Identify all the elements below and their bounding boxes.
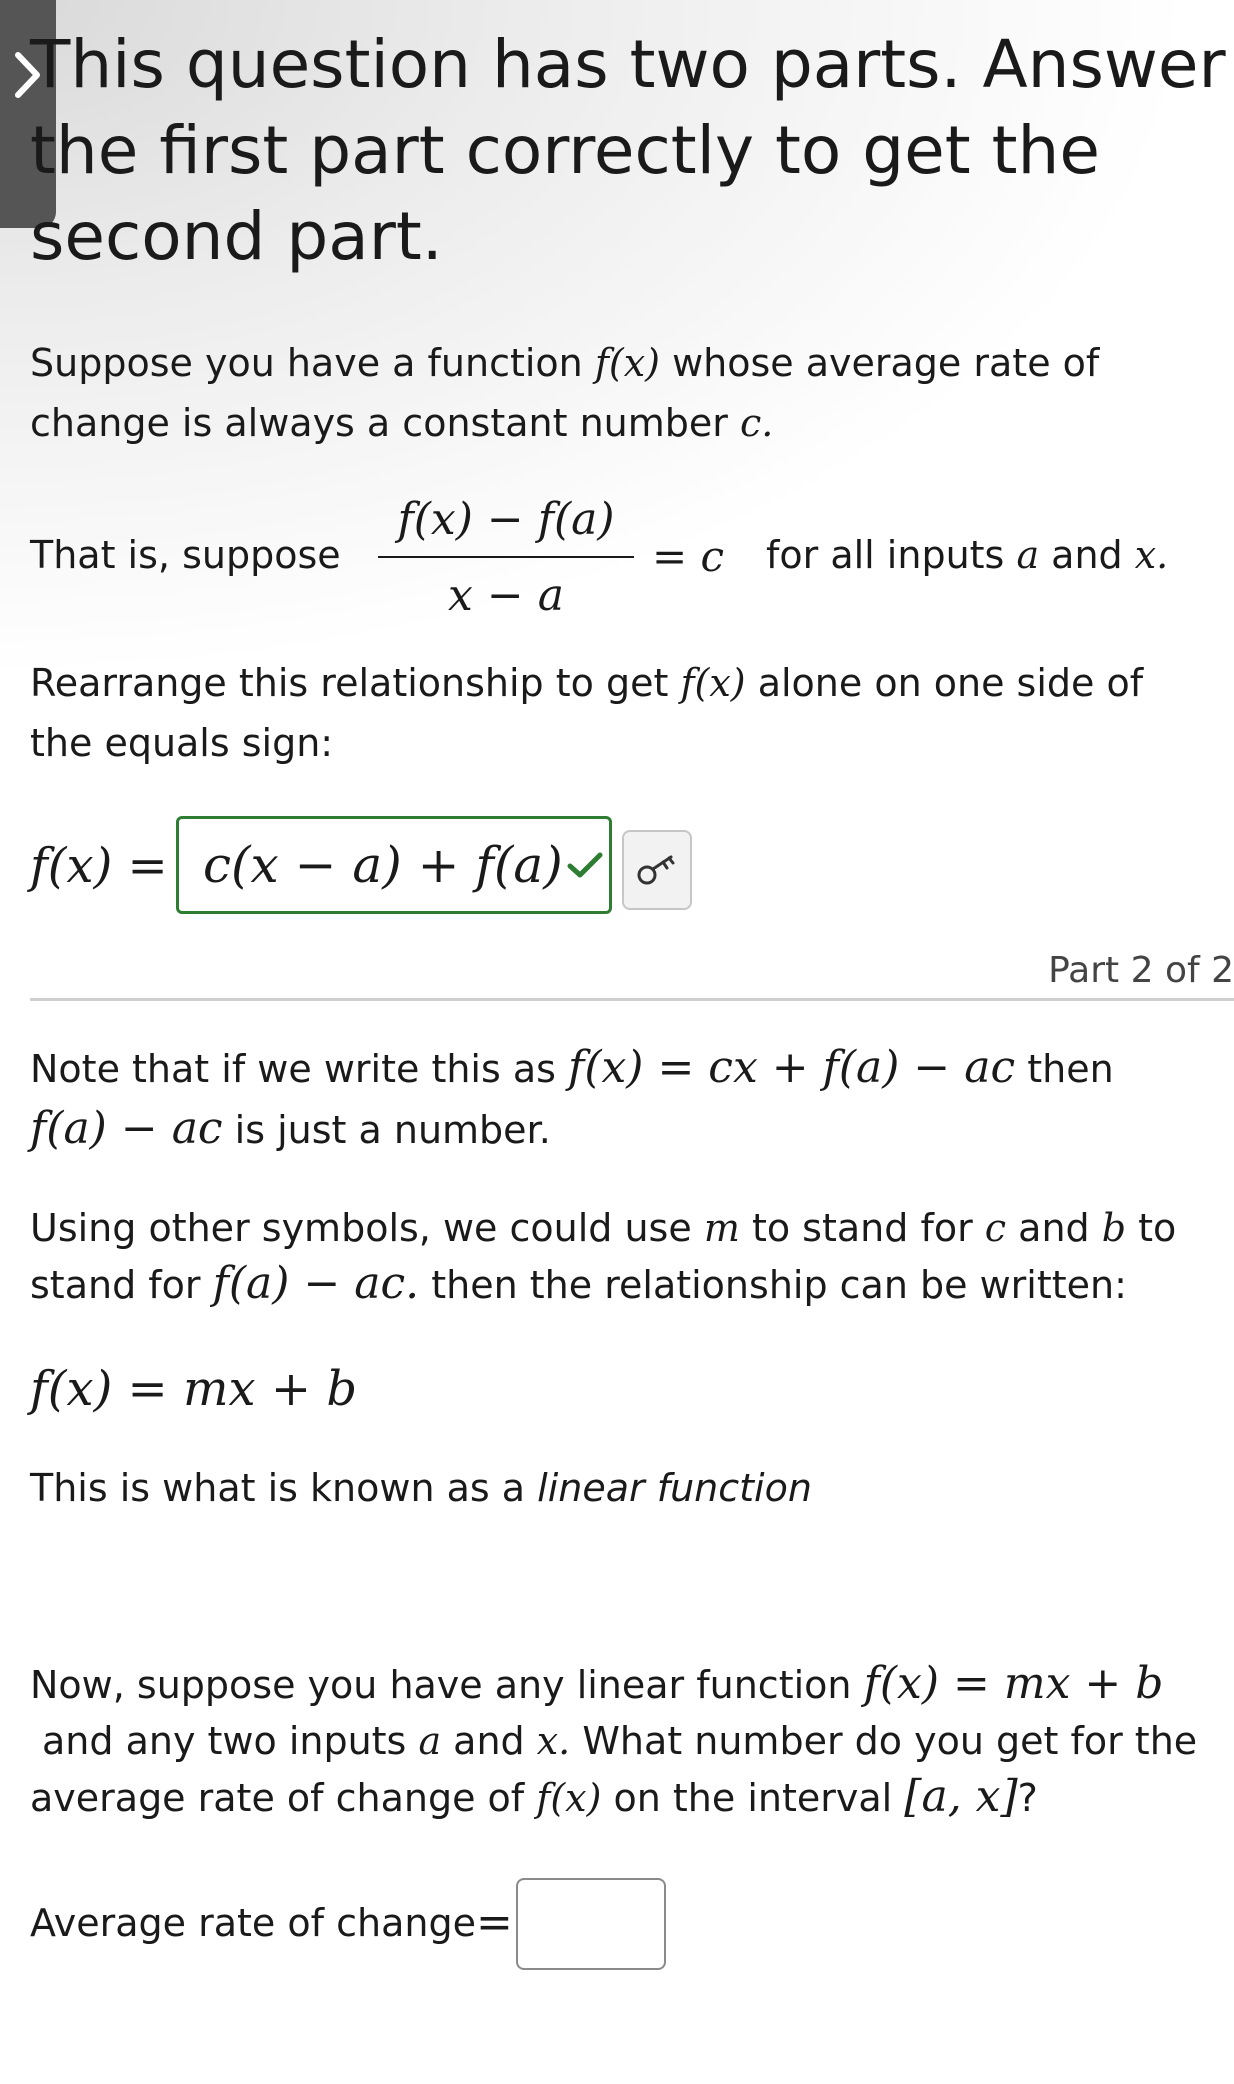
answer-value: c(x − a) + f(a): [203, 836, 563, 894]
avg-rate-equals: =: [476, 1897, 513, 1948]
check-icon: [566, 850, 604, 880]
symbols-text: Using other symbols, we could use m to stand for c and b to stand for f(a) − ac. then the relationship can be written:: [30, 1206, 1177, 1309]
rearrange-text: Rearrange this relationship to get f(x) alone on one side of the equals sign:: [30, 661, 1144, 765]
question-text: Now, suppose you have any linear function f(x) = mx + b and any two inputs a and x. What number do you get for the average rate of change of f(x) on the interval [a, x]?: [30, 1658, 1198, 1822]
question-title: [30, 22, 1226, 280]
for-all-inputs: for all inputs a and x.: [766, 533, 1169, 577]
math-c: c.: [739, 401, 774, 445]
fraction-bar: [378, 556, 634, 558]
rate-fraction: [378, 490, 634, 626]
linear-equation: f(x) = mx + b: [30, 1361, 358, 1417]
title-line-1: This question has two parts. Answer: [30, 26, 1226, 103]
part-indicator: Part 2 of 2: [1048, 950, 1234, 991]
avg-rate-input[interactable]: [516, 1878, 666, 1970]
avg-rate-label: Average rate of change: [30, 1901, 476, 1945]
suppose-label: That is, suppose: [30, 533, 341, 577]
part-divider: [30, 998, 1234, 1001]
answer-field[interactable]: [176, 816, 612, 914]
intro-text: Suppose you have a function f(x) whose average rate of change is always a constant number c.: [30, 341, 1100, 445]
fraction-denominator: x − a: [448, 570, 564, 621]
math-fx: f(x): [594, 341, 660, 385]
key-button[interactable]: [622, 830, 692, 910]
title-line-2: the first part correctly to get the: [30, 112, 1100, 189]
fraction-numerator: f(x) − f(a): [397, 494, 615, 545]
linear-function-text: This is what is known as a linear function: [30, 1466, 812, 1510]
equals-c: = c: [652, 532, 725, 581]
key-icon: [635, 853, 679, 887]
note-text: Note that if we write this as f(x) = cx + f(a) − ac then f(a) − ac is just a number.: [30, 1042, 1114, 1154]
title-line-3: second part.: [30, 198, 443, 275]
answer-lhs: f(x) =: [30, 838, 168, 894]
